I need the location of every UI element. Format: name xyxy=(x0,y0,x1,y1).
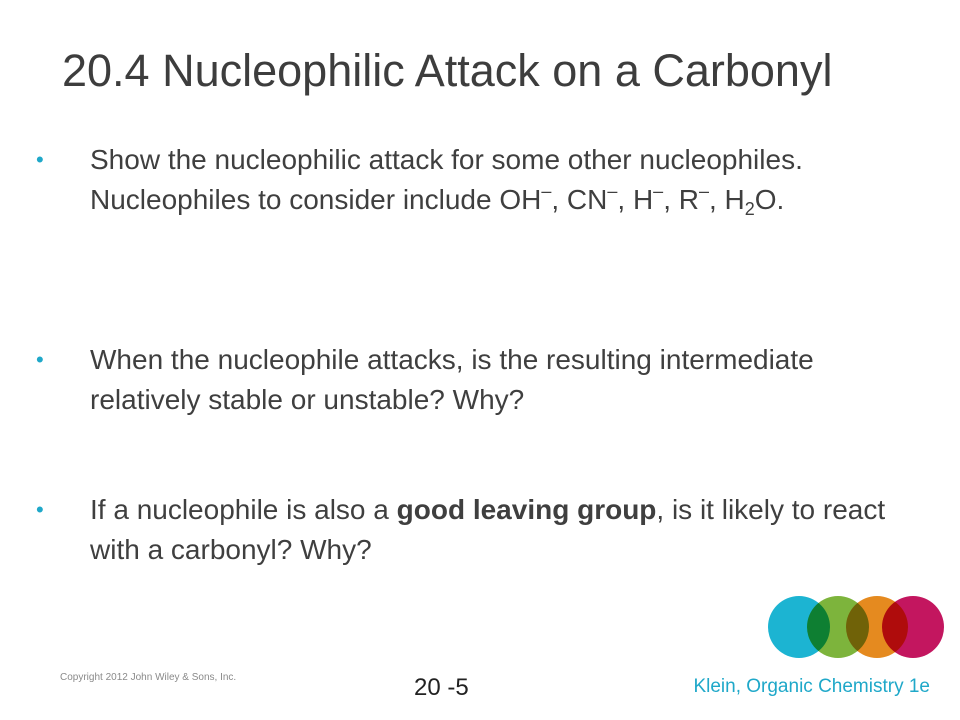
decorative-circles-logo xyxy=(768,596,944,658)
bullet-dot-icon: • xyxy=(36,147,44,172)
bullet-dot-icon: • xyxy=(36,497,44,522)
bullet-dot-icon: • xyxy=(36,347,44,372)
page-number: 20 -5 xyxy=(414,674,469,701)
circle-magenta-icon xyxy=(882,596,944,658)
book-title: Klein, Organic Chemistry 1e xyxy=(693,676,930,697)
copyright-text: Copyright 2012 John Wiley & Sons, Inc. xyxy=(60,672,237,683)
bold-phrase: good leaving group xyxy=(396,494,657,525)
bullet-text: When the nucleophile attacks, is the resulting intermediate relatively stable or unstable? Why? xyxy=(90,344,814,415)
bullet-text: If a nucleophile is also a good leaving group, is it likely to react with a carbonyl? Why? xyxy=(90,494,886,565)
bullet-text: Show the nucleophilic attack for some other nucleophiles. Nucleophiles to consider include OH–, CN–, H–, R–, $H_2O$. xyxy=(90,144,803,219)
slide-title: 20.4 Nucleophilic Attack on a Carbonyl xyxy=(62,45,833,96)
